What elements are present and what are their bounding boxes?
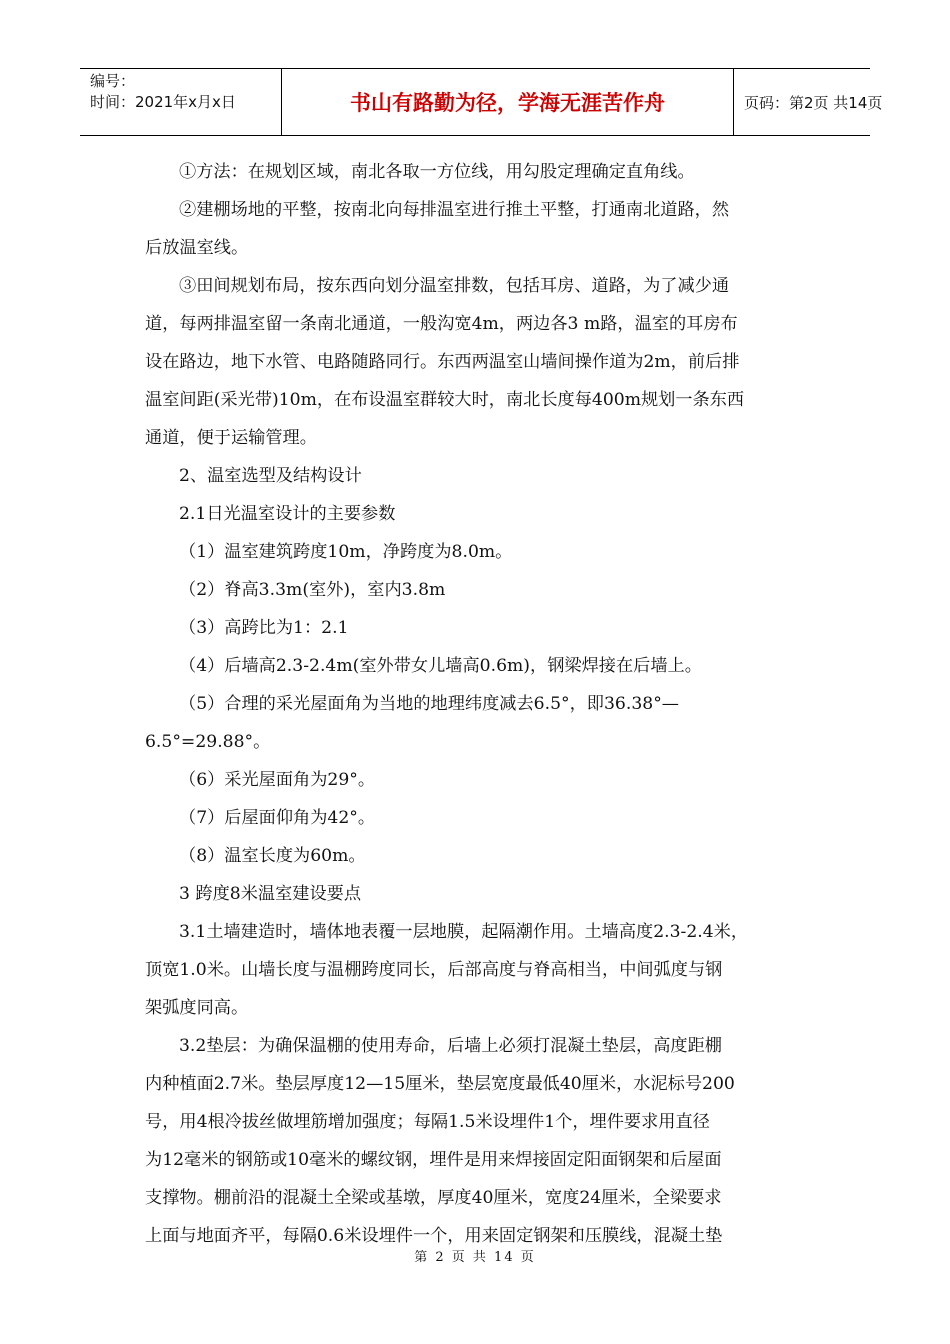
text-line: 3 跨度8米温室建设要点: [179, 884, 362, 904]
text-line: 3.1土墙建造时，墙体地表覆一层地膜，起隔潮作用。土墙高度2.3-2.4米，: [179, 922, 749, 942]
text-line: 通道，便于运输管理。: [145, 428, 317, 448]
document-body: [145, 153, 805, 1255]
text-line: 架弧度同高。: [145, 998, 249, 1018]
text-line: （5）合理的采光屋面角为当地的地理纬度减去6.5°，即36.38°—: [179, 694, 679, 714]
text-line: 2、温室选型及结构设计: [179, 466, 362, 486]
page-header: [80, 68, 883, 136]
text-line: （1）温室建筑跨度10m，净跨度为8.0m。: [179, 542, 513, 562]
header-page-label: 页码：第2页 共14页: [744, 93, 883, 112]
paragraph: [145, 837, 805, 875]
text-line: （3）高跨比为1：2.1: [179, 618, 349, 638]
text-line: 为12毫米的钢筋或10毫米的螺纹钢，埋件是用来焊接固定阳面钢架和后屋面: [145, 1150, 722, 1170]
text-line: （2）脊高3.3m(室外)，室内3.8m: [179, 580, 446, 600]
paragraph: [145, 913, 805, 1027]
text-line: 2.1日光温室设计的主要参数: [179, 504, 396, 524]
paragraph: [145, 875, 805, 913]
text-line: 上面与地面齐平，每隔0.6米设埋件一个，用来固定钢架和压膜线，混凝土垫: [145, 1226, 723, 1246]
text-line: 6.5°=29.88°。: [145, 732, 271, 752]
paragraph: [145, 1027, 805, 1255]
paragraph: [145, 191, 805, 267]
paragraph: [145, 267, 805, 457]
text-line: （8）温室长度为60m。: [179, 846, 366, 866]
paragraph: [145, 609, 805, 647]
text-line: 温室间距(采光带)10m，在布设温室群较大时，南北长度每400m规划一条东西: [145, 390, 745, 410]
text-line: 顶宽1.0米。山墙长度与温棚跨度同长，后部高度与脊高相当，中间弧度与钢: [145, 960, 723, 980]
text-line: ①方法：在规划区域，南北各取一方位线，用勾股定理确定直角线。: [179, 162, 695, 182]
text-line: 后放温室线。: [145, 238, 249, 258]
paragraph: [145, 685, 805, 761]
page-footer: 第 2 页 共 14 页: [414, 1250, 536, 1265]
text-line: 支撑物。棚前沿的混凝土全梁或基墩，厚度40厘米，宽度24厘米，全梁要求: [145, 1188, 722, 1208]
text-line: （7）后屋面仰角为42°。: [179, 808, 376, 828]
header-meta: [80, 69, 282, 135]
paragraph: [145, 495, 805, 533]
text-line: 3.2垫层：为确保温棚的使用寿命，后墙上必须打混凝土垫层，高度距棚: [179, 1036, 722, 1056]
paragraph: [145, 153, 805, 191]
text-line: 号，用4根冷拔丝做埋筋增加强度；每隔1.5米设埋件1个，埋件要求用直径: [145, 1112, 710, 1132]
text-line: 内种植面2.7米。垫层厚度12—15厘米，垫层宽度最低40厘米，水泥标号200: [145, 1074, 735, 1094]
text-line: ③田间规划布局，按东西向划分温室排数，包括耳房、道路，为了减少通: [179, 276, 730, 296]
paragraph: [145, 457, 805, 495]
text-line: 设在路边，地下水管、电路随路同行。东西两温室山墙间操作道为2m，前后排: [145, 352, 740, 372]
time-label: 时间：2021年x月x日: [90, 93, 236, 111]
paragraph: [145, 647, 805, 685]
text-line: ②建棚场地的平整，按南北向每排温室进行推土平整，打通南北道路，然: [179, 200, 730, 220]
paragraph: [145, 533, 805, 571]
text-line: （6）采光屋面角为29°。: [179, 770, 376, 790]
header-motto: 书山有路勤为径，学海无涯苦作舟: [282, 69, 734, 135]
text-line: 道，每两排温室留一条南北通道，一般沟宽4m，两边各3 m路，温室的耳房布: [145, 314, 738, 334]
paragraph: [145, 761, 805, 799]
number-label: 编号：: [90, 72, 136, 90]
paragraph: [145, 799, 805, 837]
paragraph: [145, 571, 805, 609]
text-line: （4）后墙高2.3-2.4m(室外带女儿墙高0.6m)，钢梁焊接在后墙上。: [179, 656, 702, 676]
